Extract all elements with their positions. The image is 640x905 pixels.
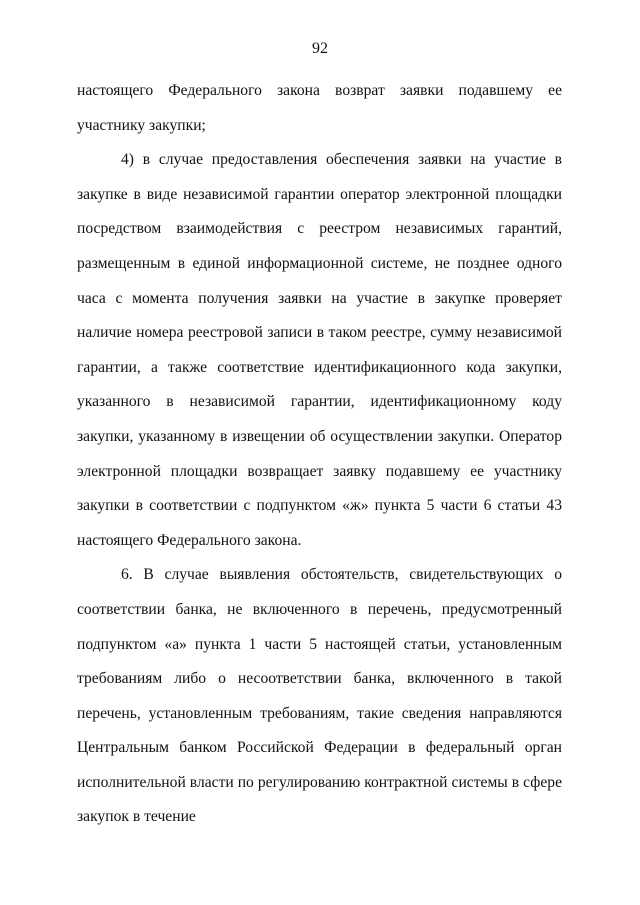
paragraph-section-6: 6. В случае выявления обстоятельств, свидетельствующих о соответствии банка, не включенного в перечень, предусмотренный подпунктом «а» пункта 1 части 5 настоящей статьи, установленным требованиям либо о несоответствии банка, включенного в такой перечень, установленным требованиям, такие сведения направляются Центральным банком Российской Федерации в федеральный орган исполнительной власти по регулированию контрактной системы в сфере закупок в течение (77, 566, 562, 826)
page-number: 92 (312, 40, 328, 57)
paragraph-item-4: 4) в случае предоставления обеспечения заявки на участие в закупке в виде независимой гарантии оператор электронной площадки посредством взаимодействия с реестром независимых гарантий, размещенным в единой информационной системе, не позднее одного часа с момента получения заявки на участие в закупке проверяет наличие номера реестровой записи в таком реестре, сумму независимой гарантии, а также соответствие идентификационного кода закупки, указанного в независимой гарантии, идентификационному коду закупки, указанному в извещении об осуществлении закупки. Оператор электронной площадки возвращает заявку подавшему ее участнику закупки в соответствии с подпунктом «ж» пункта 5 части 6 статьи 43 настоящего Федерального закона. (77, 151, 562, 549)
paragraph-continuation: настоящего Федерального закона возврат заявки подавшему ее участнику закупки; (77, 82, 562, 134)
document-body (77, 74, 562, 835)
